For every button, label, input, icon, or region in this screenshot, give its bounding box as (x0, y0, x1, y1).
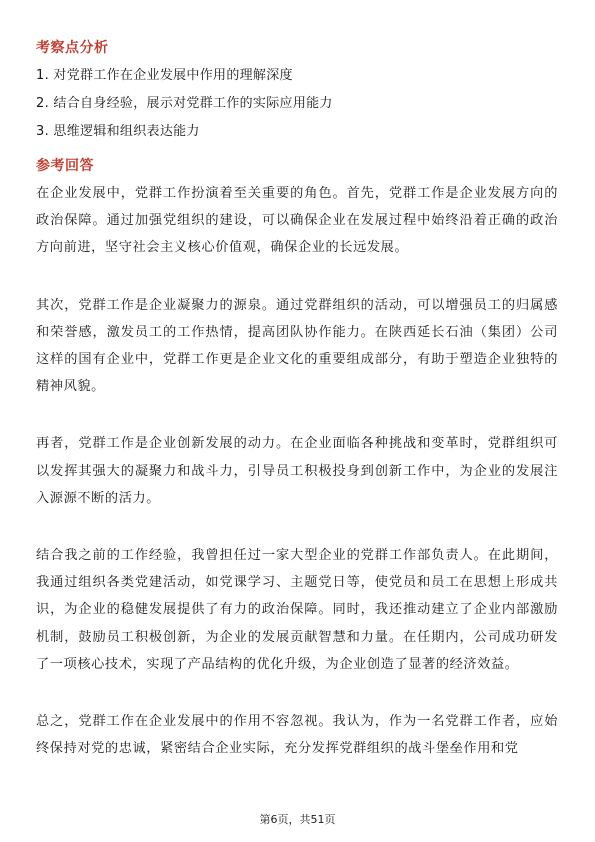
analysis-item-3: 3. 思维逻辑和组织表达能力 (36, 124, 200, 139)
analysis-list (36, 62, 556, 146)
answer-paragraph-4: 结合我之前的工作经验，我曾担任过一家大型企业的党群工作部负责人。在此期间，我通过组织各类党建活动，如党课学习、主题党日等，使党员和员工在思想上形成共识，为企业的稳健发展提供了有力的政治保障。同时，我还推动建立了企业内部激励机制，鼓励员工积极创新，为企业的发展贡献智慧和力量。在任期内，公司成功研发了一项核心技术，实现了产品结构的优化升级，为企业创造了显著的经济效益。 (36, 548, 558, 672)
analysis-heading: 考察点分析 (36, 40, 109, 56)
answer-paragraph-5: 总之，党群工作在企业发展中的作用不容忽视。我认为，作为一名党群工作者，应始终保持对党的忠诚，紧密结合企业实际，充分发挥党群组织的战斗堡垒作用和党 (36, 714, 558, 757)
answer-paragraph-3: 再者，党群工作是企业创新发展的动力。在企业面临各种挑战和变革时，党群组织可以发挥其强大的凝聚力和战斗力，引导员工积极投身到创新工作中，为企业的发展注入源源不断的活力。 (36, 436, 558, 506)
answer-paragraph-2: 其次，党群工作是企业凝聚力的源泉。通过党群组织的活动，可以增强员工的归属感和荣誉感，激发员工的工作热情，提高团队协作能力。在陕西延长石油（集团）公司这样的国有企业中，党群工作更是企业文化的重要组成部分，有助于塑造企业独特的精神风貌。 (36, 297, 558, 395)
analysis-item-2: 2. 结合自身经验，展示对党群工作的实际应用能力 (36, 96, 333, 111)
analysis-item-1: 1. 对党群工作在企业发展中作用的理解深度 (36, 68, 293, 83)
answer-body (36, 180, 558, 792)
answer-paragraph-1: 在企业发展中，党群工作扮演着至关重要的角色。首先，党群工作是企业发展方向的政治保障。通过加强党组织的建设，可以确保企业在发展过程中始终沿着正确的政治方向前进，坚守社会主义核心价值观，确保企业的长远发展。 (36, 186, 558, 256)
page-number: 第6页，共51页 (259, 813, 336, 826)
answer-heading: 参考回答 (36, 158, 94, 174)
